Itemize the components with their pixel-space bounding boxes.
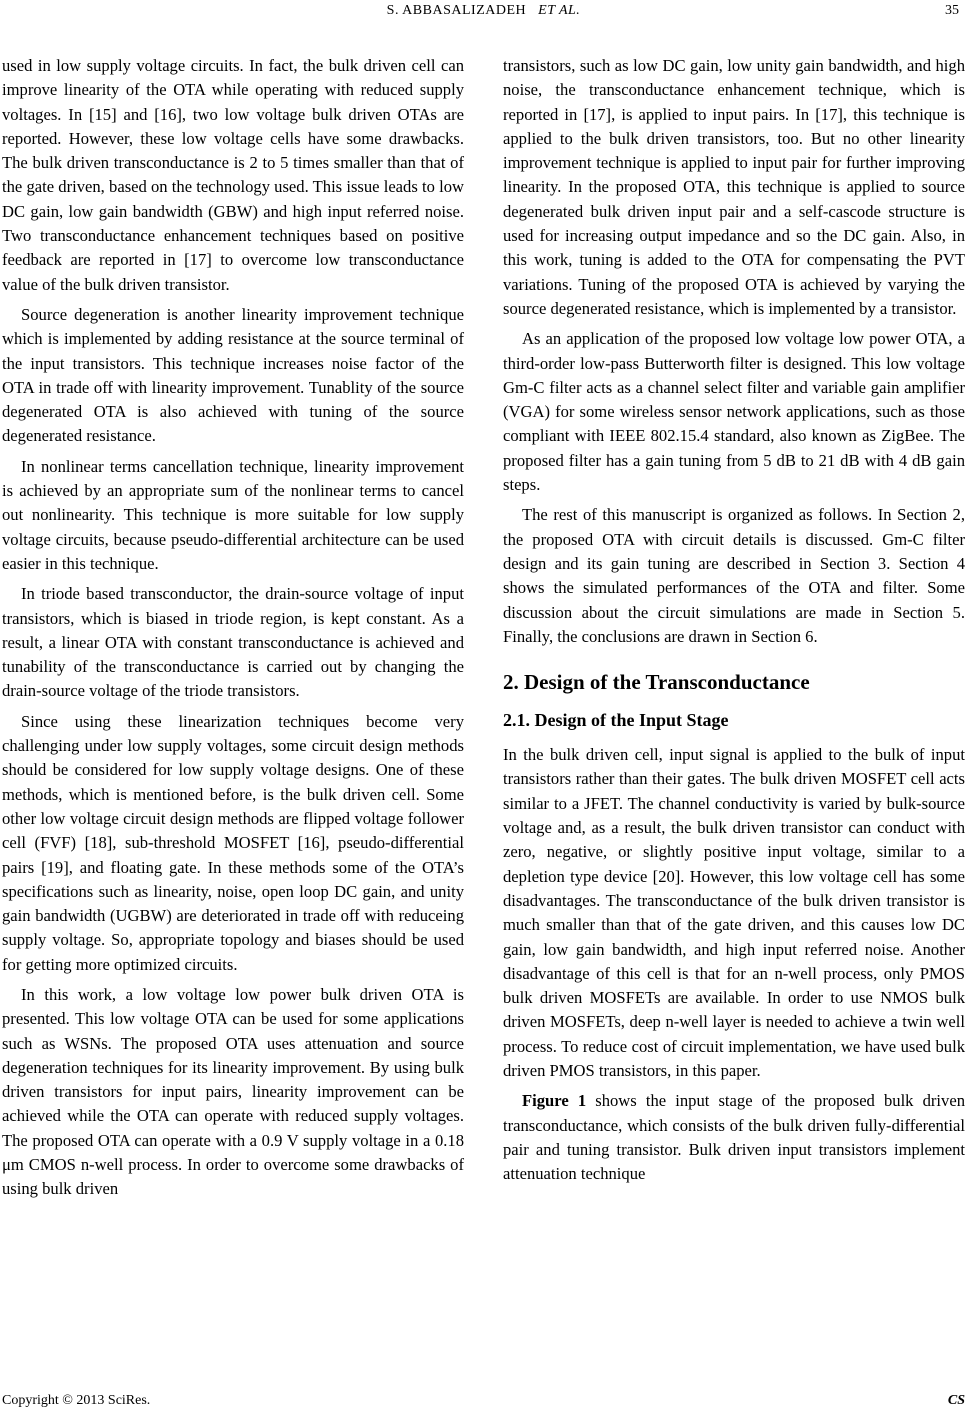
paragraph: In nonlinear terms cancellation technique, linearity improvement is achieved by an appropriate sum of the nonlinear terms to cancel out nonlinearity. This technique is more suitable for low supply voltage circuits, because pseudo-differential architecture can be used easier in this technique. — [2, 456, 464, 573]
subsection-heading: 2.1. Design of the Input Stage — [503, 710, 729, 731]
paragraph: In the bulk driven cell, input signal is applied to the bulk of input transistors rather than their gates. The bulk driven MOSFET cell acts similar to a JFET. The channel conductivity is varied by bulk-source voltage and, as a result, the bulk driven transistor can conduct with zero, negative, or slightly positive input voltage, similar to a depletion type device [20]. However, this low voltage cell has some disadvantages. The transconductance of the bulk driven transistor is much smaller than that of the gate driven, and this causes low DC gain, low gain bandwidth, and high input referred noise. Another disadvantage of this cell is that for an n-well process, only PMOS bulk driven MOSFETs are available. In order to use NMOS bulk driven MOSFETs, deep n-well layer is needed to achieve a twin well process. To reduce cost of circuit implementation, we have used bulk driven PMOS transistors, in this paper. — [503, 745, 965, 1080]
paragraph: Source degeneration is another linearity improvement technique which is implemented by adding resistance at the source terminal of the input transistors. This technique increases noise factor of the OTA in trade off with linearity improvement. Tunablity of the source degenerated OTA is also achieved with tuning of the source degenerated resistance. — [2, 304, 464, 446]
running-title-authors: S. ABBASALIZADEH — [386, 3, 527, 18]
paragraph — [503, 1089, 965, 1186]
left-column — [2, 54, 464, 1208]
copyright-notice: Copyright © 2013 SciRes. — [2, 1393, 151, 1408]
paragraph-text: shows the input stage of the proposed bulk driven transconductance, which consists of the bulk driven fully-differential pair and tuning transistor. Bulk driven input transistors implement attenuation technique — [503, 1091, 965, 1184]
paragraph: used in low supply voltage circuits. In fact, the bulk driven cell can improve linearity of the OTA while operating with reduced supply voltages. In [15] and [16], two low voltage bulk driven OTAs are reported. However, these low voltage cells have some drawbacks. The bulk driven transconductance is 2 to 5 times smaller than that of the gate driven, based on the technology used. This issue leads to low DC gain, low gain bandwidth (GBW) and high input referred noise. Two transconductance enhancement techniques based on positive feedback are reported in [17] to overcome low transconductance value of the bulk driven transistor. — [2, 56, 464, 294]
figure-reference: Figure 1 — [522, 1091, 587, 1111]
running-title — [0, 3, 967, 19]
paragraph: In triode based transconductor, the drain-source voltage of input transistors, which is biased in triode region, is kept constant. As a result, a linear OTA with constant transconductance is achieved and tunability of the transconductance is carried out by changing the drain-source voltage of the triode transistors. — [2, 584, 464, 701]
running-title-etal: ET AL. — [538, 3, 581, 18]
paragraph: Since using these linearization techniques become very challenging under low supply voltages, some circuit design methods should be considered for low supply voltage designs. One of these methods, which is mentioned before, is the bulk driven cell. Some other low voltage circuit design methods are flipped voltage follower cell (FVF) [18], sub-threshold MOSFET [16], pseudo-differential pairs [19], and floating gate. In these methods some of the OTA’s specifications such as linearity, noise, open loop DC gain, and unity gain bandwidth (UGBW) are deteriorated in trade off with reduceing supply voltage. So, appropriate topology and biases should be used for getting more optimized circuits. — [2, 711, 464, 974]
page-footer — [0, 1392, 967, 1412]
paragraph: As an application of the proposed low voltage low power OTA, a third-order low-pass Butterworth filter is designed. This low voltage Gm-C filter acts as a channel select filter and variable gain amplifier (VGA) for some wireless sensor network applications, such as those compliant with IEEE 802.15.4 standard, also known as ZigBee. The proposed filter has a gain tuning from 5 dB to 21 dB with 4 dB gain steps. — [503, 329, 965, 495]
paragraph: In this work, a low voltage low power bulk driven OTA is presented. This low voltage OTA can be used for some applications such as WSNs. The proposed OTA uses attenuation and source degeneration techniques for its linearity improvement. By using bulk driven transistors for input pairs, linearity improvement can be achieved while the OTA can operate with reduced supply voltages. The proposed OTA can operate with a 0.9 V supply voltage in a 0.18 μm CMOS n-well process. In order to overcome some drawbacks of using bulk driven — [2, 984, 464, 1199]
paragraph: The rest of this manuscript is organized as follows. In Section 2, the proposed OTA with circuit details is discussed. Gm-C filter design and its gain tuning are described in Section 3. Section 4 shows the simulated performances of the OTA and filter. Some discussion about the circuit simulations are made in Section 5. Finally, the conclusions are drawn in Section 6. — [503, 505, 965, 646]
page-header — [0, 0, 967, 24]
section-heading: 2. Design of the Transconductance — [503, 670, 810, 695]
page-number: 35 — [945, 3, 959, 18]
paragraph: transistors, such as low DC gain, low unity gain bandwidth, and high noise, the transconductance enhancement technique, which is reported in [17], is applied to input pairs. In [17], this technique is applied to the bulk driven transistors, too. But no other linearity improvement technique is applied to input pair for further improving linearity. In the proposed OTA, this technique is applied to source degenerated bulk driven input pair and a self-cascode structure is used for increasing output impedance and so the DC gain. Also, in this work, tuning is added to the OTA for compensating the PVT variations. Tuning of the proposed OTA is achieved by varying the source degenerated resistance, which is implemented by a transistor. — [503, 56, 965, 318]
journal-abbreviation: CS — [947, 1393, 965, 1408]
right-column — [503, 54, 965, 1192]
